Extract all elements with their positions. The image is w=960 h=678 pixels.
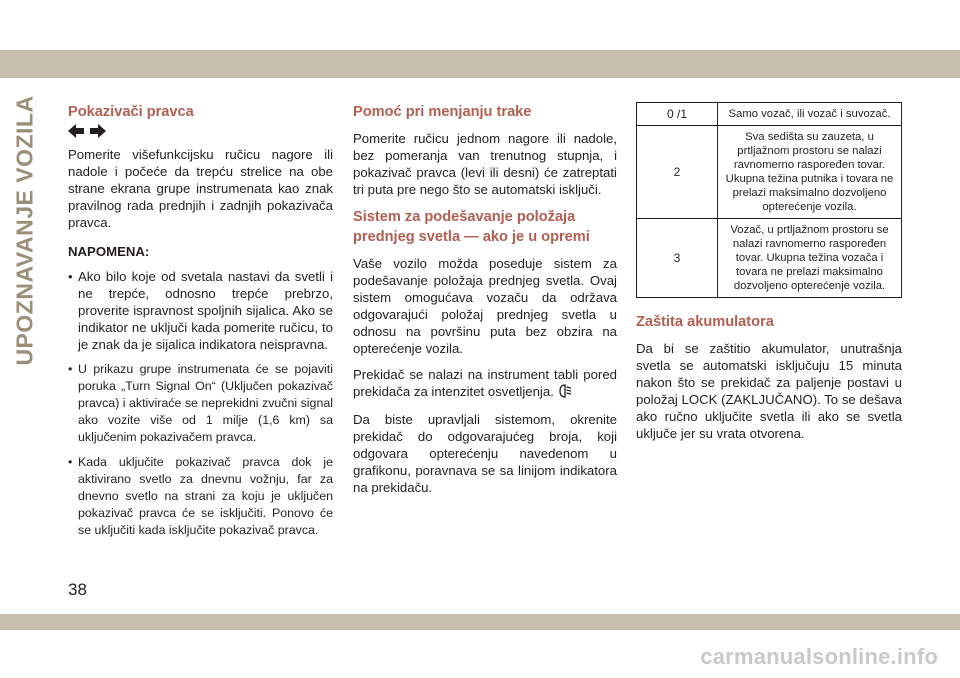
note-bullet-text: Ako bilo koje od svetala nastavi da svetli i ne trepće, odnosno trepće prebrzo, proverite ispravnost spoljnih sijalica. Ako se indikator ne uključi kada pomerite ručicu, to je znak da je sijalica indikatora neispravna. xyxy=(78,269,333,352)
table-row xyxy=(637,103,902,126)
table-cell-description: Samo vozač, ili vozač i suvozač. xyxy=(718,103,902,126)
headlight-leveling-heading-line2: prednjeg svetla — ako je u opremi xyxy=(353,229,590,245)
battery-protection-text: Da bi se zaštitio akumulator, unutrašnja svetla se automatski isključuju 15 minuta nakon što se prekidač za paljenje postavi u položaj LOCK (ZAKLJUČANO). To se dešava ako ručno uključite svetla ili ako se svetla uključe jer su vrata otvorena. xyxy=(636,341,902,441)
operation-text: Da biste upravljali sistemom, okrenite prekidač do odgovarajućeg broja, koji odgovara opterećenju navedenom u grafikonu, poravnava se sa linijom indikatora na prekidaču. xyxy=(353,411,617,495)
turn-signals-heading: Pokazivači pravca xyxy=(68,104,194,120)
arrow-left-icon xyxy=(68,124,84,138)
table-cell-number: 3 xyxy=(637,219,718,298)
headlight-leveling-heading-line1: Sistem za podešavanje položaja xyxy=(353,209,576,225)
table-row xyxy=(637,126,902,219)
headlight-leveling-heading xyxy=(353,207,617,247)
note-bullet: • U prikazu grupe instrumenata će se pojaviti poruka „Turn Signal On“ (Uključen pokazivač pravca) i aktiviraće se neprekidni zvučni signal ako vozite više od 1 milje (1,6 km) sa uključenim pokazivačem pravca. xyxy=(68,362,333,444)
column-2 xyxy=(353,102,617,505)
table-cell-description: Vozač, u prtljažnom prostoru se nalazi ravnomerno raspoređen tovar. Ukupna težina vozača i tovara ne prelazi maksimalno dozvoljeno opterećenje vozila. xyxy=(718,219,902,298)
switch-location-text xyxy=(353,366,617,402)
battery-protection-heading: Zaštita akumulatora xyxy=(636,314,774,330)
note-bullet-text: Kada uključite pokazivač pravca dok je aktivirano svetlo za dnevnu vožnju, far za dnevno svetlo na strani za koju je uključen pokazivač pravca će se isključiti. Ponovo će se uključiti kada isključite pokazivač pravca. xyxy=(78,455,333,537)
watermark: carmanualsonline.info xyxy=(700,644,938,669)
note-bullet: • Ako bilo koje od svetala nastavi da svetli i ne trepće, odnosno trepće prebrzo, proverite ispravnost spoljnih sijalica. Ako se indikator ne uključi kada pomerite ručicu, to je znak da je sijalica indikatora neispravna. xyxy=(68,269,333,352)
page-number: 38 xyxy=(68,580,87,599)
note-heading: NAPOMENA: xyxy=(68,244,150,259)
column-1 xyxy=(68,102,333,547)
headlight-leveling-text: Vaše vozilo možda poseduje sistem za podešavanje položaja prednjeg svetla. Ovaj sistem omogućava vozaču da održava odgovarajući položaj prednjeg svetla u odnosu na površinu puta bez obzira na opterećenje vozila. xyxy=(353,256,617,356)
side-section-title xyxy=(5,94,45,366)
table-cell-number: 0 /1 xyxy=(637,103,718,126)
side-title-text: UPOZNAVANJE VOZILA xyxy=(11,94,38,366)
headlamp-leveling-icon xyxy=(558,384,572,402)
arrow-right-icon xyxy=(90,124,106,138)
load-table xyxy=(636,102,902,298)
note-bullet-text: U prikazu grupe instrumenata će se pojaviti poruka „Turn Signal On“ (Uključen pokazivač pravca) i aktiviraće se neprekidni zvučni signal ako vozite više od 1 milje (1,6 km) sa uključenim pokazivačem pravca. xyxy=(78,362,333,444)
footer-band xyxy=(0,614,960,630)
table-cell-number: 2 xyxy=(637,126,718,219)
lane-change-text: Pomerite ručicu jednom nagore ili nadole, bez pomeranja van trenutnog stupnja, i pokazivač pravca (levi ili desni) će zatreptati tri puta pre nego što se automatski isključi. xyxy=(353,131,617,197)
column-3 xyxy=(636,102,902,451)
note-bullet: • Kada uključite pokazivač pravca dok je aktivirano svetlo za dnevnu vožnju, far za dnevno svetlo na strani za koju je uključen pokazivač pravca će se isključiti. Ponovo će se uključiti kada isključite pokazivač pravca. xyxy=(68,455,333,537)
lane-change-heading: Pomoć pri menjanju trake xyxy=(353,104,532,120)
table-row xyxy=(637,219,902,298)
header-band xyxy=(0,50,960,78)
turn-signals-intro: Pomerite višefunkcijsku ručicu nagore ili nadole i počeće da trepću strelice na obe strane ekrana grupe instrumenata kao znak pravilnog rada prednjih i zadnjih pokazivača pravca. xyxy=(68,147,333,230)
switch-location-sentence: Prekidač se nalazi na instrument tabli pored prekidača za intenzitet osvetljenja. xyxy=(353,367,617,399)
turn-signal-icons xyxy=(68,124,333,138)
table-cell-description: Sva sedišta su zauzeta, u prtljažnom prostoru se nalazi ravnomerno raspoređen tovar. Ukupna težina putnika i tovara ne prelazi maksimalno dozvoljeno opterećenje vozila. xyxy=(718,126,902,219)
